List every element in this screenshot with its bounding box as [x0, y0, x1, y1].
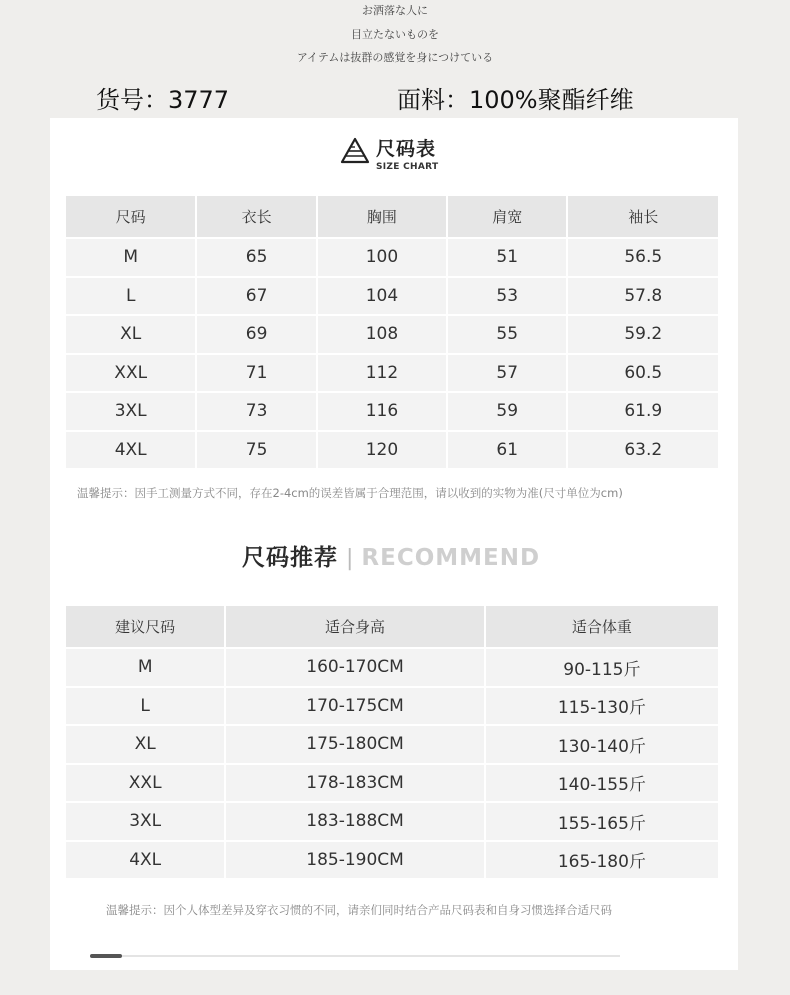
size-chart-header	[340, 132, 470, 172]
table-cell: 3XL	[66, 803, 224, 840]
recommend-title: 尺码推荐	[242, 545, 338, 571]
table-cell: 71	[197, 355, 316, 392]
table-row	[66, 803, 718, 840]
table-cell: 57.8	[568, 278, 718, 315]
col-header-size: 尺码	[66, 196, 195, 237]
size-card	[50, 118, 738, 970]
size-chart-table	[64, 194, 720, 470]
table-cell: XXL	[66, 765, 224, 802]
scrollbar-track[interactable]	[90, 955, 620, 957]
table-cell: 61.9	[568, 393, 718, 430]
col-header-suggested-size: 建议尺码	[66, 606, 224, 647]
table-cell: 65	[197, 239, 316, 276]
table-cell: 4XL	[66, 842, 224, 879]
table-cell: 115-130斤	[486, 688, 718, 725]
table-cell: 55	[448, 316, 567, 353]
table-row	[66, 842, 718, 879]
table-cell: 73	[197, 393, 316, 430]
tagline-line-1: お洒落な人に	[362, 4, 428, 17]
table-row	[66, 278, 718, 315]
col-header-weight: 适合体重	[486, 606, 718, 647]
table-cell: XL	[66, 726, 224, 763]
table-row	[66, 355, 718, 392]
table-header-row	[66, 196, 718, 237]
table-cell: 130-140斤	[486, 726, 718, 763]
table-cell: 3XL	[66, 393, 195, 430]
table-row	[66, 393, 718, 430]
col-header-sleeve: 袖长	[568, 196, 718, 237]
table-cell: L	[66, 278, 195, 315]
table-cell: 63.2	[568, 432, 718, 469]
table-cell: XXL	[66, 355, 195, 392]
table-cell: 59	[448, 393, 567, 430]
table-cell: 69	[197, 316, 316, 353]
table-row	[66, 432, 718, 469]
table-cell: 53	[448, 278, 567, 315]
col-header-length: 衣长	[197, 196, 316, 237]
recommend-subtitle: RECOMMEND	[361, 545, 541, 571]
table-cell: 175-180CM	[226, 726, 483, 763]
table-cell: L	[66, 688, 224, 725]
table-cell: 112	[318, 355, 446, 392]
table-cell: 4XL	[66, 432, 195, 469]
table-cell: 51	[448, 239, 567, 276]
table-header-row	[66, 606, 718, 647]
table-cell: 67	[197, 278, 316, 315]
table-cell: 100	[318, 239, 446, 276]
table-cell: 59.2	[568, 316, 718, 353]
table-cell: 116	[318, 393, 446, 430]
table-row	[66, 649, 718, 686]
table-row	[66, 726, 718, 763]
tagline-line-2: 目立たないものを	[351, 28, 439, 41]
table-cell: 120	[318, 432, 446, 469]
col-header-height: 适合身高	[226, 606, 483, 647]
table-cell: 185-190CM	[226, 842, 483, 879]
table-cell: 61	[448, 432, 567, 469]
table-cell: 160-170CM	[226, 649, 483, 686]
table-row	[66, 765, 718, 802]
item-number: 货号：3777	[96, 86, 230, 114]
table-cell: M	[66, 649, 224, 686]
size-chart-title: 尺码表	[376, 138, 437, 160]
table-cell: 57	[448, 355, 567, 392]
table-row	[66, 239, 718, 276]
size-chart-note: 温馨提示：因手工测量方式不同，存在2-4cm的误差皆属于合理范围，请以收到的实物为准(尺寸单位为cm)	[77, 486, 623, 500]
recommend-table	[64, 604, 720, 880]
table-cell: 155-165斤	[486, 803, 718, 840]
table-cell: 170-175CM	[226, 688, 483, 725]
table-cell: 56.5	[568, 239, 718, 276]
table-cell: 183-188CM	[226, 803, 483, 840]
fabric-info: 面料：100%聚酯纤维	[397, 86, 634, 114]
tagline-line-3: アイテムは抜群の感覚を身につけている	[296, 51, 494, 64]
table-cell: 108	[318, 316, 446, 353]
table-cell: 75	[197, 432, 316, 469]
table-cell: 104	[318, 278, 446, 315]
table-cell: 165-180斤	[486, 842, 718, 879]
ruler-triangle-icon	[340, 137, 370, 165]
col-header-chest: 胸围	[318, 196, 446, 237]
recommend-header	[242, 539, 540, 572]
recommend-separator: |	[346, 546, 354, 571]
table-cell: 60.5	[568, 355, 718, 392]
scrollbar-thumb[interactable]	[90, 954, 122, 958]
table-cell: 90-115斤	[486, 649, 718, 686]
recommend-note: 温馨提示：因个人体型差异及穿衣习惯的不同，请亲们同时结合产品尺码表和自身习惯选择合适尺码	[106, 903, 612, 917]
table-cell: M	[66, 239, 195, 276]
table-row	[66, 688, 718, 725]
table-cell: 140-155斤	[486, 765, 718, 802]
table-cell: XL	[66, 316, 195, 353]
size-chart-subtitle: SIZE CHART	[376, 162, 439, 172]
table-row	[66, 316, 718, 353]
table-cell: 178-183CM	[226, 765, 483, 802]
col-header-shoulder: 肩宽	[448, 196, 567, 237]
